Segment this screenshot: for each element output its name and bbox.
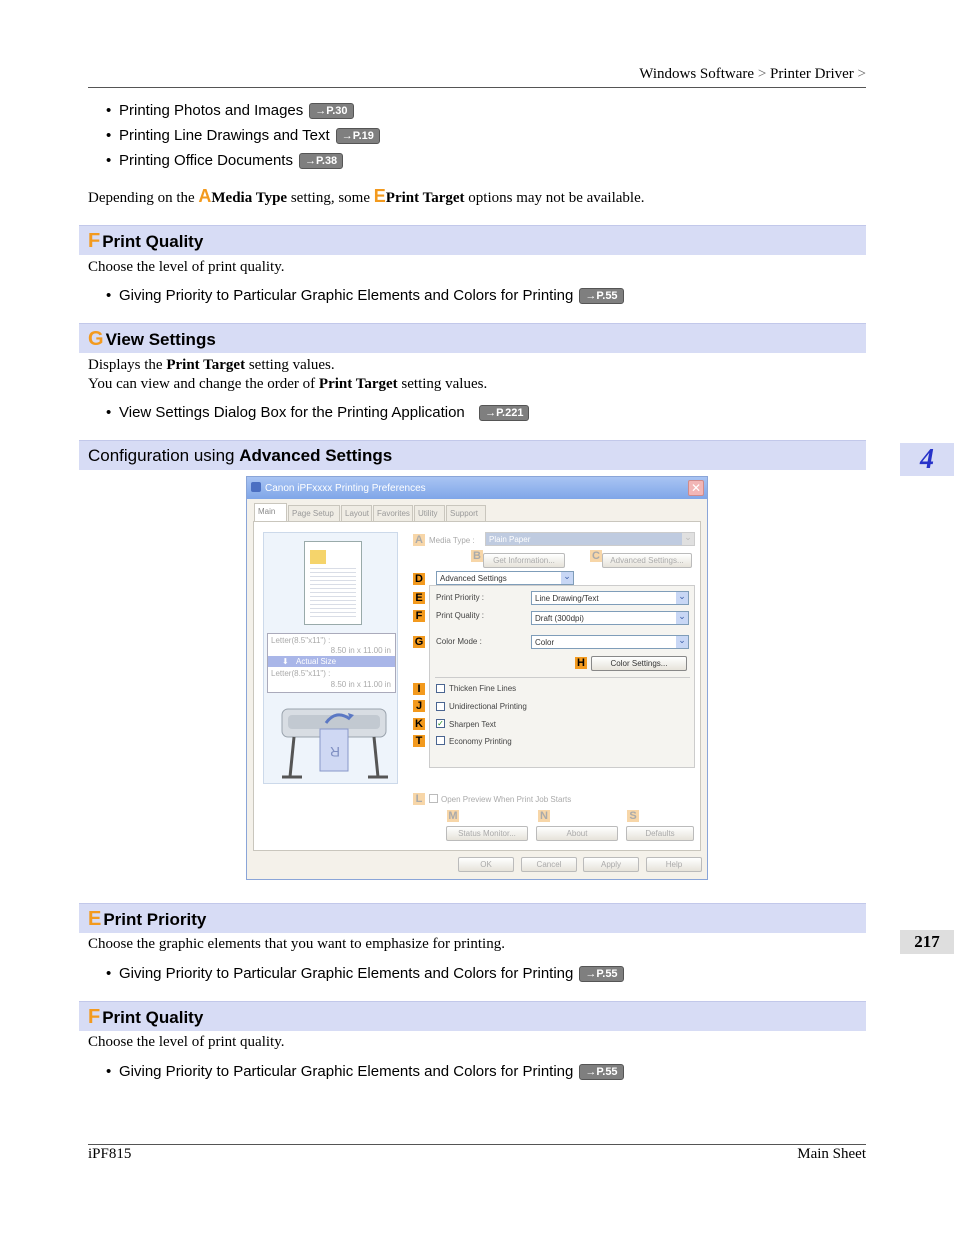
section-letter: F	[88, 1006, 101, 1028]
paragraph: Choose the level of print quality.	[88, 1034, 285, 1050]
section-header-print-priority	[79, 903, 866, 933]
letter-i-marker: I	[413, 683, 425, 695]
dialog-title: Canon iPFxxxx Printing Preferences	[247, 477, 707, 499]
economy-printing-label: Economy Printing	[449, 737, 512, 746]
section-header-view-settings	[79, 323, 866, 353]
section-letter: G	[88, 328, 104, 350]
letter-h-marker: H	[575, 657, 587, 669]
page-ref-link[interactable]: →P.55	[579, 288, 623, 304]
paper-info-box	[267, 633, 396, 693]
section-header-print-quality	[79, 225, 866, 255]
link-giving-priority[interactable]: Giving Priority to Particular Graphic Elements and Colors for Printing	[119, 965, 574, 982]
letter-e-marker: E	[413, 592, 425, 604]
tab-layout[interactable]: Layout	[341, 505, 372, 521]
page-ref-link[interactable]: →P.55	[579, 1064, 623, 1080]
open-preview-checkbox[interactable]	[429, 794, 438, 803]
paragraph: Choose the level of print quality.	[88, 259, 285, 275]
letter-e-marker: E	[373, 186, 386, 206]
letter-j-marker: J	[413, 700, 425, 712]
breadcrumb-windows-software[interactable]: Windows Software	[639, 66, 755, 82]
printer-illustration-icon	[274, 699, 394, 783]
section-letter: F	[88, 230, 101, 252]
list-item	[106, 404, 529, 421]
print-priority-label: Print Priority :	[436, 593, 485, 602]
status-monitor-button[interactable]: Status Monitor...	[446, 826, 528, 841]
list-item	[106, 127, 380, 144]
paper-label: Letter(8.5"x11") :	[271, 636, 331, 645]
close-icon[interactable]: ✕	[688, 480, 704, 496]
divider	[435, 677, 690, 678]
page-ref-link[interactable]: →P.30	[309, 103, 353, 119]
cancel-button[interactable]: Cancel	[521, 857, 577, 872]
defaults-button[interactable]: Defaults	[626, 826, 694, 841]
media-type-select[interactable]: Plain Paper ⌄	[485, 532, 695, 546]
footer-rule	[88, 1144, 866, 1145]
section-title: Print Quality	[102, 232, 204, 251]
color-settings-button[interactable]: Color Settings...	[591, 656, 687, 671]
letter-l-marker: L	[413, 793, 425, 805]
economy-printing-checkbox[interactable]	[436, 736, 445, 745]
unidirectional-printing-label: Unidirectional Printing	[449, 702, 527, 711]
list-item	[106, 1063, 624, 1080]
letter-f-marker: F	[413, 610, 425, 622]
tab-favorites[interactable]: Favorites	[373, 505, 413, 521]
list-item	[106, 102, 354, 119]
color-mode-select[interactable]: Color ⌄	[531, 635, 689, 649]
ok-button[interactable]: OK	[458, 857, 514, 872]
link-printing-photos[interactable]: Printing Photos and Images	[119, 102, 304, 119]
actual-size-row: ⬇ Actual Size	[268, 656, 395, 667]
section-header-print-quality	[79, 1001, 866, 1031]
section-title: Print Priority	[103, 910, 207, 929]
page-number: 217	[900, 930, 954, 954]
letter-d-marker: D	[413, 573, 425, 585]
page-ref-link[interactable]: →P.221	[479, 405, 529, 421]
breadcrumb	[639, 66, 866, 83]
color-mode-label: Color Mode :	[436, 637, 482, 646]
page-preview	[304, 541, 362, 625]
tab-page-setup[interactable]: Page Setup	[288, 505, 340, 521]
section-letter: E	[88, 908, 102, 930]
paragraph: Choose the graphic elements that you want to emphasize for printing.	[88, 936, 505, 952]
letter-s-marker: S	[627, 810, 639, 822]
preview-area	[263, 532, 398, 784]
print-priority-select[interactable]: Line Drawing/Text ⌄	[531, 591, 689, 605]
paragraph: You can view and change the order of Print Target setting values.	[88, 376, 488, 392]
sharpen-text-label: Sharpen Text	[449, 720, 496, 729]
breadcrumb-separator: >	[857, 66, 866, 82]
unidirectional-printing-checkbox[interactable]	[436, 702, 445, 711]
print-quality-select[interactable]: Draft (300dpi) ⌄	[531, 611, 689, 625]
link-view-settings-dialog[interactable]: View Settings Dialog Box for the Printing Application	[119, 404, 465, 421]
chapter-tab[interactable]: 4	[900, 443, 954, 476]
list-item	[106, 287, 624, 304]
section-title: Print Quality	[102, 1008, 204, 1027]
section-title: View Settings	[105, 330, 216, 349]
letter-b-marker: B	[471, 550, 483, 562]
list-item	[106, 965, 624, 982]
letter-c-marker: C	[590, 550, 602, 562]
availability-note: Depending on the AMedia Type setting, some EPrint Target options may not be available.	[88, 186, 645, 206]
letter-a-marker: A	[198, 186, 212, 206]
list-item	[106, 152, 343, 169]
letter-g-marker: G	[414, 636, 424, 648]
tab-main[interactable]: Main	[254, 503, 287, 522]
about-button[interactable]: About	[536, 826, 618, 841]
help-button[interactable]: Help	[646, 857, 702, 872]
down-arrow-icon: ⬇	[282, 657, 289, 666]
letter-a-marker: A	[413, 534, 425, 546]
paper-size: 8.50 in x 11.00 in	[330, 680, 391, 689]
letter-m-marker: M	[448, 810, 458, 822]
sharpen-text-checkbox[interactable]: ✓	[437, 719, 444, 728]
header-rule	[88, 87, 866, 88]
advanced-settings-button[interactable]: Advanced Settings...	[602, 553, 692, 568]
media-type-label: Media Type :	[429, 536, 475, 545]
breadcrumb-printer-driver[interactable]: Printer Driver	[770, 66, 854, 82]
link-printing-line-drawings[interactable]: Printing Line Drawings and Text	[119, 127, 330, 144]
tab-support[interactable]: Support	[446, 505, 486, 521]
footer-model: iPF815	[88, 1146, 132, 1162]
open-preview-label: Open Preview When Print Job Starts	[441, 795, 572, 804]
breadcrumb-separator: >	[757, 66, 767, 82]
printing-preferences-dialog	[246, 476, 708, 880]
settings-mode-select[interactable]: Advanced Settings ⌄	[436, 571, 574, 585]
link-giving-priority[interactable]: Giving Priority to Particular Graphic Elements and Colors for Printing	[119, 287, 574, 304]
svg-text:R: R	[329, 744, 340, 760]
letter-t-marker: T	[413, 735, 425, 747]
letter-k-marker: K	[413, 718, 425, 730]
section-header-configuration: Configuration using Advanced Settings	[79, 440, 866, 470]
page-ref-link[interactable]: →P.55	[579, 966, 623, 982]
letter-n-marker: N	[538, 810, 550, 822]
page-ref-link[interactable]: →P.19	[336, 128, 380, 144]
print-quality-label: Print Quality :	[436, 611, 485, 620]
get-information-button[interactable]: Get Information...	[483, 553, 565, 568]
apply-button[interactable]: Apply	[583, 857, 639, 872]
paragraph: Displays the Print Target setting values.	[88, 357, 335, 373]
page-ref-link[interactable]: →P.38	[299, 153, 343, 169]
paper-label: Letter(8.5"x11") :	[271, 669, 331, 678]
tab-utility[interactable]: Utility	[414, 505, 445, 521]
thicken-fine-lines-checkbox[interactable]	[436, 684, 445, 693]
link-printing-office-docs[interactable]: Printing Office Documents	[119, 152, 293, 169]
thicken-fine-lines-label: Thicken Fine Lines	[449, 684, 517, 693]
main-tab-panel	[253, 521, 701, 851]
link-giving-priority[interactable]: Giving Priority to Particular Graphic Elements and Colors for Printing	[119, 1063, 574, 1080]
paper-size: 8.50 in x 11.00 in	[330, 646, 391, 655]
footer-section: Main Sheet	[797, 1146, 866, 1162]
